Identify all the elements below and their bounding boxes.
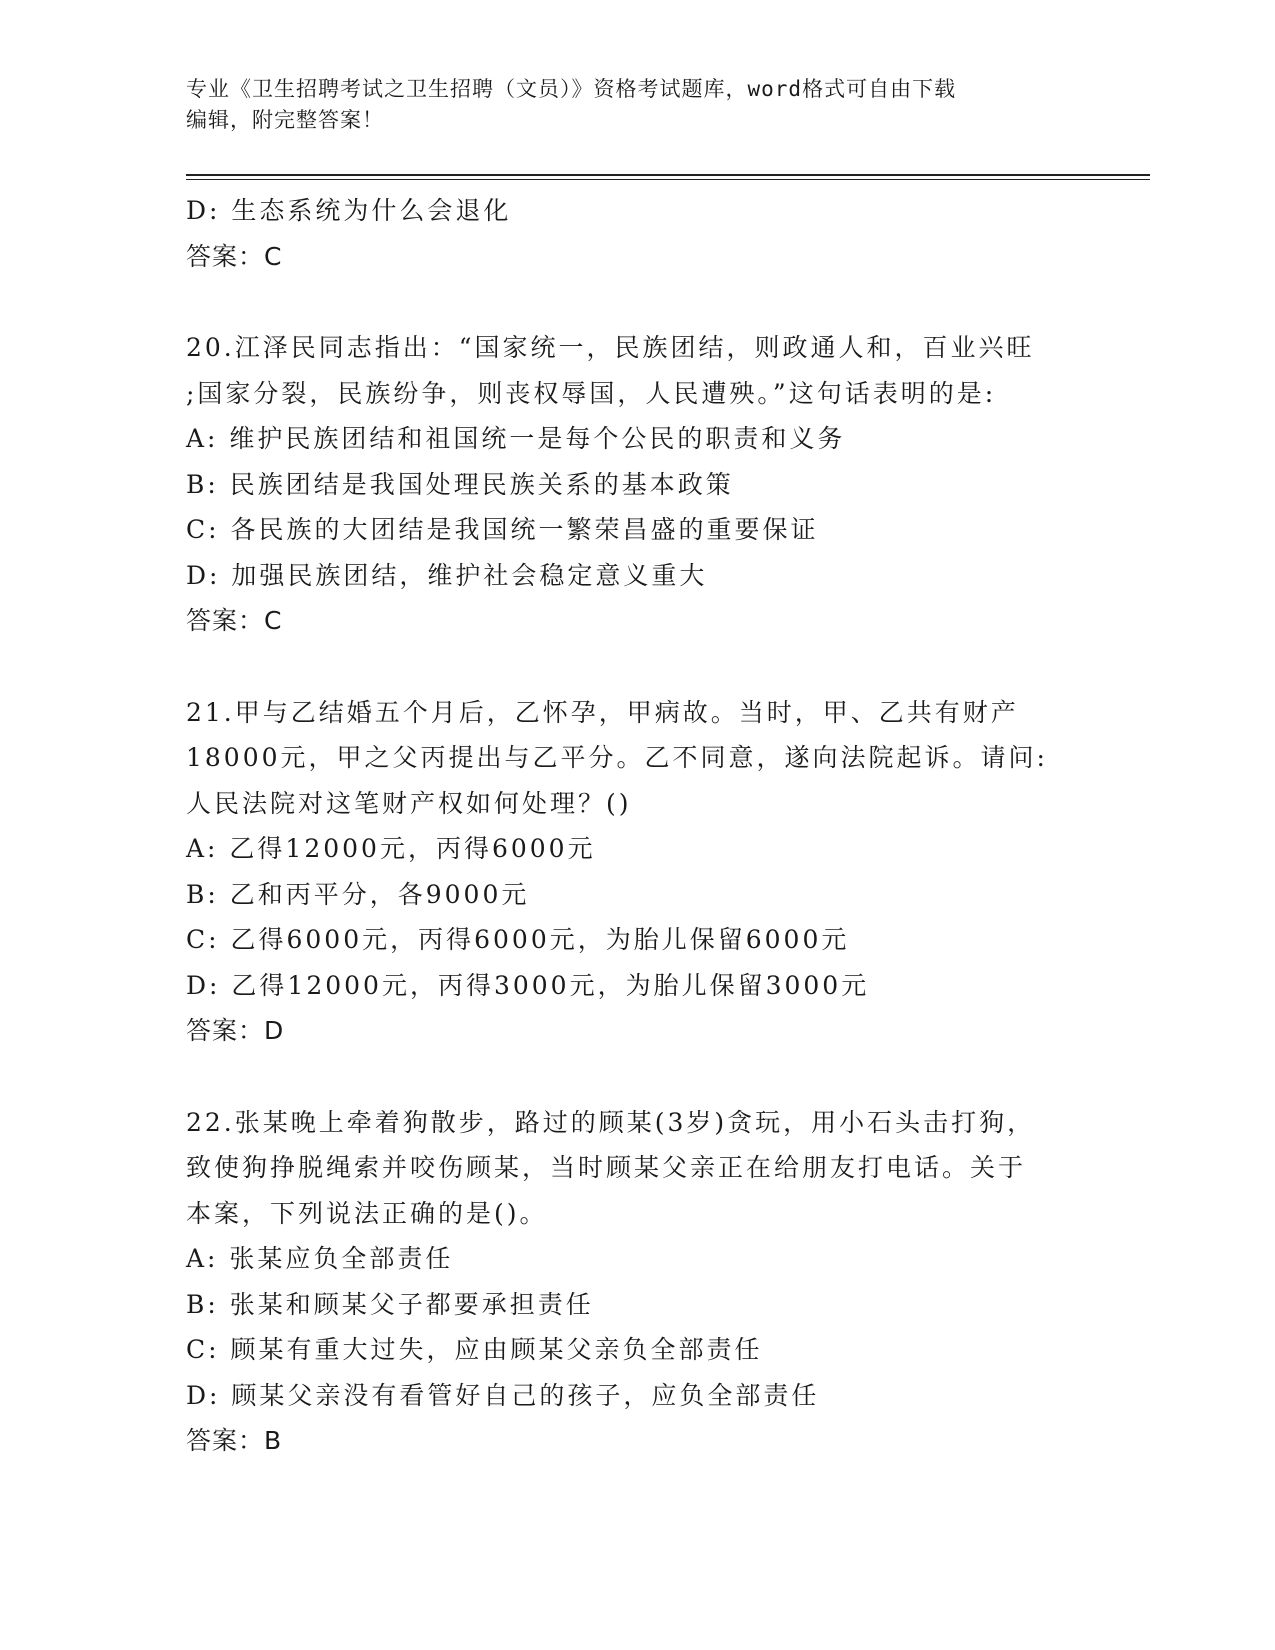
question-stem-line: 18000元，甲之父丙提出与乙平分。乙不同意，遂向法院起诉。请问:	[186, 743, 1048, 772]
answer: 答案：C	[186, 241, 283, 271]
spacer	[186, 644, 1086, 690]
question-stem-line: 21.甲与乙结婚五个月后，乙怀孕，甲病故。当时，甲、乙共有财产	[186, 697, 1019, 727]
question-stem-line: 20.江泽民同志指出：“国家统一，民族团结，则政通人和，百业兴旺	[186, 333, 1035, 362]
spacer	[186, 1054, 1086, 1100]
page-header	[186, 74, 1066, 136]
option-c: C: 各民族的大团结是我国统一繁荣昌盛的重要保证	[186, 515, 819, 544]
option-c: C: 顾某有重大过失，应由顾某父亲负全部责任	[186, 1335, 763, 1364]
option-a: A: 维护民族团结和祖国统一是每个公民的职责和义务	[186, 424, 846, 453]
option-b: B: 乙和丙平分，各9000元	[186, 879, 530, 909]
option-c: C: 乙得6000元，丙得6000元，为胎儿保留6000元	[186, 925, 850, 954]
option-d: D: 乙得12000元，丙得3000元，为胎儿保留3000元	[186, 970, 870, 1000]
header-rule-thick	[186, 174, 1150, 176]
answer: 答案：D	[186, 1016, 285, 1045]
header-rule-thin	[186, 179, 1150, 180]
answer: 答案：C	[186, 606, 283, 635]
answer: 答案：B	[186, 1426, 283, 1455]
header-line-2: 编辑，附完整答案！	[186, 108, 384, 132]
question-22	[186, 1100, 1086, 1464]
question-stem-line: 人民法院对这笔财产权如何处理？()	[186, 788, 632, 818]
question-stem-line: ;国家分裂，民族纷争，则丧权辱国，人民遭殃。”这句话表明的是:	[186, 378, 997, 408]
question-stem-line: 22.张某晚上牵着狗散步，路过的顾某(3岁)贪玩，用小石头击打狗，	[186, 1107, 1036, 1137]
spacer	[186, 279, 1086, 325]
option-d: D: 生态系统为什么会退化	[186, 196, 512, 225]
question-20	[186, 325, 1086, 644]
option-d: D: 加强民族团结，维护社会稳定意义重大	[186, 560, 708, 590]
header-line-1: 专业《卫生招聘考试之卫生招聘（文员）》资格考试题库，word格式可自由下载	[186, 77, 957, 101]
option-b: B: 张某和顾某父子都要承担责任	[186, 1289, 594, 1319]
question-21	[186, 690, 1086, 1054]
question-content	[186, 188, 1086, 1464]
option-b: B: 民族团结是我国处理民族关系的基本政策	[186, 469, 734, 499]
option-d: D: 顾某父亲没有看管好自己的孩子，应负全部责任	[186, 1380, 820, 1410]
question-stem-line: 本案，下列说法正确的是()。	[186, 1198, 548, 1228]
option-a: A: 乙得12000元，丙得6000元	[186, 834, 596, 863]
option-a: A: 张某应负全部责任	[186, 1244, 454, 1273]
question-stem-line: 致使狗挣脱绳索并咬伤顾某，当时顾某父亲正在给朋友打电话。关于	[186, 1153, 1027, 1182]
